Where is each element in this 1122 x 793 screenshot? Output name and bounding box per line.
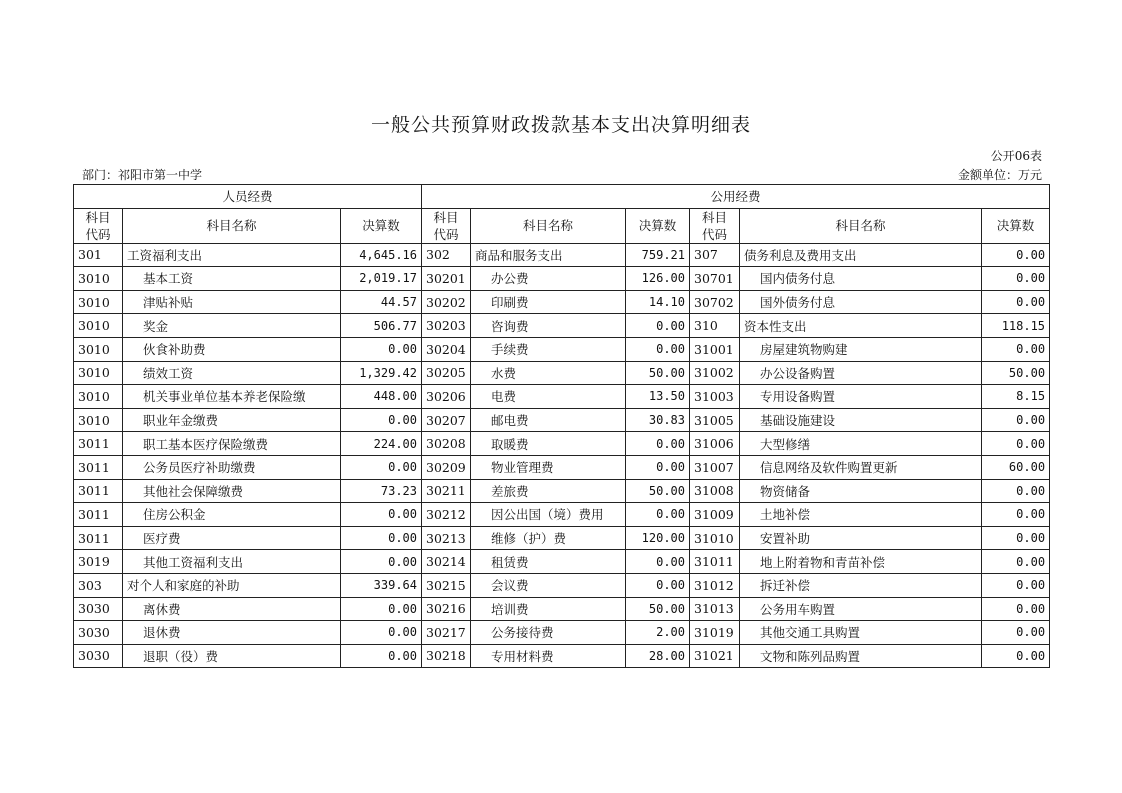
table-row bbox=[74, 526, 1050, 550]
name-cell: 奖金 bbox=[123, 314, 341, 338]
code-cell: 31003 bbox=[690, 385, 740, 409]
amount-cell: 224.00 bbox=[341, 432, 422, 456]
name-cell: 退职（役）费 bbox=[123, 644, 341, 668]
name-header: 科目名称 bbox=[471, 208, 626, 243]
code-cell: 30201 bbox=[422, 267, 471, 291]
code-cell: 31008 bbox=[690, 479, 740, 503]
amount-cell: 0.00 bbox=[341, 526, 422, 550]
table-row bbox=[74, 290, 1050, 314]
amount-cell: 2.00 bbox=[626, 621, 690, 645]
amount-cell: 4,645.16 bbox=[341, 243, 422, 267]
code-cell: 30702 bbox=[690, 290, 740, 314]
code-cell: 3019 bbox=[74, 550, 123, 574]
name-cell: 手续费 bbox=[471, 337, 626, 361]
amount-cell: 0.00 bbox=[982, 290, 1050, 314]
name-cell: 信息网络及软件购置更新 bbox=[740, 455, 982, 479]
amount-cell: 126.00 bbox=[626, 267, 690, 291]
name-cell: 物资储备 bbox=[740, 479, 982, 503]
code-cell: 31012 bbox=[690, 573, 740, 597]
name-cell: 职工基本医疗保险缴费 bbox=[123, 432, 341, 456]
name-cell: 地上附着物和青苗补偿 bbox=[740, 550, 982, 574]
code-header: 科目 代码 bbox=[690, 208, 740, 243]
code-cell: 3010 bbox=[74, 408, 123, 432]
amount-cell: 30.83 bbox=[626, 408, 690, 432]
code-cell: 30701 bbox=[690, 267, 740, 291]
code-cell: 31009 bbox=[690, 503, 740, 527]
name-cell: 医疗费 bbox=[123, 526, 341, 550]
code-cell: 310 bbox=[690, 314, 740, 338]
name-cell: 伙食补助费 bbox=[123, 337, 341, 361]
code-cell: 31002 bbox=[690, 361, 740, 385]
amount-cell: 50.00 bbox=[626, 479, 690, 503]
code-header: 科目 代码 bbox=[74, 208, 123, 243]
public-header: 公用经费 bbox=[422, 185, 1050, 209]
page-title: 一般公共预算财政拨款基本支出决算明细表 bbox=[370, 114, 751, 136]
name-cell: 大型修缮 bbox=[740, 432, 982, 456]
amount-cell: 118.15 bbox=[982, 314, 1050, 338]
name-cell: 其他工资福利支出 bbox=[123, 550, 341, 574]
code-cell: 30202 bbox=[422, 290, 471, 314]
department-label: 部门：祁阳市第一中学 bbox=[82, 168, 203, 182]
amount-cell: 0.00 bbox=[341, 621, 422, 645]
code-cell: 31010 bbox=[690, 526, 740, 550]
code-cell: 31006 bbox=[690, 432, 740, 456]
name-cell: 差旅费 bbox=[471, 479, 626, 503]
table-row bbox=[74, 267, 1050, 291]
name-cell: 取暖费 bbox=[471, 432, 626, 456]
name-cell: 维修（护）费 bbox=[471, 526, 626, 550]
name-cell: 办公设备购置 bbox=[740, 361, 982, 385]
amount-cell: 0.00 bbox=[982, 550, 1050, 574]
code-cell: 30207 bbox=[422, 408, 471, 432]
name-cell: 离休费 bbox=[123, 597, 341, 621]
code-cell: 30213 bbox=[422, 526, 471, 550]
name-cell: 土地补偿 bbox=[740, 503, 982, 527]
amount-cell: 14.10 bbox=[626, 290, 690, 314]
code-cell: 31001 bbox=[690, 337, 740, 361]
code-cell: 30211 bbox=[422, 479, 471, 503]
amount-cell: 0.00 bbox=[982, 337, 1050, 361]
code-cell: 3010 bbox=[74, 267, 123, 291]
name-cell: 其他交通工具购置 bbox=[740, 621, 982, 645]
code-cell: 3011 bbox=[74, 503, 123, 527]
amount-cell: 50.00 bbox=[626, 361, 690, 385]
amount-cell: 0.00 bbox=[982, 573, 1050, 597]
code-cell: 302 bbox=[422, 243, 471, 267]
name-cell: 职业年金缴费 bbox=[123, 408, 341, 432]
name-cell: 印刷费 bbox=[471, 290, 626, 314]
name-cell: 电费 bbox=[471, 385, 626, 409]
table-row bbox=[74, 361, 1050, 385]
code-cell: 30217 bbox=[422, 621, 471, 645]
amount-cell: 50.00 bbox=[982, 361, 1050, 385]
amount-cell: 339.64 bbox=[341, 573, 422, 597]
amount-cell: 0.00 bbox=[341, 455, 422, 479]
code-cell: 30209 bbox=[422, 455, 471, 479]
code-cell: 30206 bbox=[422, 385, 471, 409]
amount-cell: 759.21 bbox=[626, 243, 690, 267]
column-header-row bbox=[74, 208, 1050, 243]
table-row bbox=[74, 455, 1050, 479]
code-cell: 3011 bbox=[74, 479, 123, 503]
amount-cell: 0.00 bbox=[982, 243, 1050, 267]
name-cell: 公务接待费 bbox=[471, 621, 626, 645]
name-cell: 国内债务付息 bbox=[740, 267, 982, 291]
code-cell: 31011 bbox=[690, 550, 740, 574]
code-cell: 31005 bbox=[690, 408, 740, 432]
name-cell: 文物和陈列品购置 bbox=[740, 644, 982, 668]
name-cell: 机关事业单位基本养老保险缴 bbox=[123, 385, 341, 409]
name-cell: 基本工资 bbox=[123, 267, 341, 291]
name-cell: 咨询费 bbox=[471, 314, 626, 338]
group-header-row bbox=[74, 185, 1050, 209]
amount-cell: 0.00 bbox=[626, 432, 690, 456]
amount-cell: 0.00 bbox=[626, 550, 690, 574]
code-cell: 3010 bbox=[74, 385, 123, 409]
code-cell: 3011 bbox=[74, 526, 123, 550]
amount-cell: 0.00 bbox=[626, 455, 690, 479]
amount-cell: 8.15 bbox=[982, 385, 1050, 409]
code-cell: 3010 bbox=[74, 337, 123, 361]
code-cell: 3010 bbox=[74, 290, 123, 314]
name-cell: 专用材料费 bbox=[471, 644, 626, 668]
amount-cell: 448.00 bbox=[341, 385, 422, 409]
name-cell: 退休费 bbox=[123, 621, 341, 645]
table-row bbox=[74, 243, 1050, 267]
name-cell: 资本性支出 bbox=[740, 314, 982, 338]
code-cell: 31019 bbox=[690, 621, 740, 645]
amount-cell: 120.00 bbox=[626, 526, 690, 550]
name-cell: 专用设备购置 bbox=[740, 385, 982, 409]
amount-cell: 506.77 bbox=[341, 314, 422, 338]
amount-cell: 0.00 bbox=[341, 550, 422, 574]
table-row bbox=[74, 408, 1050, 432]
code-cell: 31007 bbox=[690, 455, 740, 479]
name-cell: 住房公积金 bbox=[123, 503, 341, 527]
amount-cell: 0.00 bbox=[626, 337, 690, 361]
amount-cell: 13.50 bbox=[626, 385, 690, 409]
table-row bbox=[74, 503, 1050, 527]
code-cell: 30208 bbox=[422, 432, 471, 456]
expenditure-table bbox=[73, 184, 1050, 668]
amount-header: 决算数 bbox=[626, 208, 690, 243]
amount-cell: 73.23 bbox=[341, 479, 422, 503]
code-cell: 301 bbox=[74, 243, 123, 267]
code-cell: 3030 bbox=[74, 644, 123, 668]
code-cell: 30203 bbox=[422, 314, 471, 338]
amount-cell: 0.00 bbox=[626, 573, 690, 597]
code-header: 科目 代码 bbox=[422, 208, 471, 243]
name-cell: 拆迁补偿 bbox=[740, 573, 982, 597]
name-cell: 工资福利支出 bbox=[123, 243, 341, 267]
amount-header: 决算数 bbox=[982, 208, 1050, 243]
table-row bbox=[74, 432, 1050, 456]
amount-cell: 0.00 bbox=[982, 408, 1050, 432]
name-cell: 国外债务付息 bbox=[740, 290, 982, 314]
name-cell: 水费 bbox=[471, 361, 626, 385]
name-cell: 因公出国（境）费用 bbox=[471, 503, 626, 527]
amount-cell: 50.00 bbox=[626, 597, 690, 621]
name-cell: 绩效工资 bbox=[123, 361, 341, 385]
name-cell: 安置补助 bbox=[740, 526, 982, 550]
name-cell: 对个人和家庭的补助 bbox=[123, 573, 341, 597]
code-cell: 30214 bbox=[422, 550, 471, 574]
name-cell: 商品和服务支出 bbox=[471, 243, 626, 267]
code-cell: 30216 bbox=[422, 597, 471, 621]
amount-cell: 2,019.17 bbox=[341, 267, 422, 291]
name-cell: 津贴补贴 bbox=[123, 290, 341, 314]
amount-cell: 0.00 bbox=[341, 644, 422, 668]
table-row bbox=[74, 644, 1050, 668]
code-cell: 3010 bbox=[74, 361, 123, 385]
amount-cell: 0.00 bbox=[982, 503, 1050, 527]
amount-cell: 0.00 bbox=[982, 267, 1050, 291]
name-cell: 物业管理费 bbox=[471, 455, 626, 479]
table-row bbox=[74, 385, 1050, 409]
name-cell: 会议费 bbox=[471, 573, 626, 597]
code-cell: 30205 bbox=[422, 361, 471, 385]
name-cell: 培训费 bbox=[471, 597, 626, 621]
code-cell: 30204 bbox=[422, 337, 471, 361]
amount-cell: 60.00 bbox=[982, 455, 1050, 479]
amount-cell: 0.00 bbox=[341, 503, 422, 527]
code-cell: 30218 bbox=[422, 644, 471, 668]
name-cell: 基础设施建设 bbox=[740, 408, 982, 432]
code-cell: 307 bbox=[690, 243, 740, 267]
amount-cell: 0.00 bbox=[982, 597, 1050, 621]
code-cell: 31013 bbox=[690, 597, 740, 621]
amount-cell: 0.00 bbox=[982, 644, 1050, 668]
amount-cell: 0.00 bbox=[982, 526, 1050, 550]
table-row bbox=[74, 573, 1050, 597]
amount-cell: 0.00 bbox=[626, 314, 690, 338]
code-cell: 3010 bbox=[74, 314, 123, 338]
name-header: 科目名称 bbox=[740, 208, 982, 243]
document-number: 公开06表 bbox=[990, 149, 1042, 163]
table-row bbox=[74, 314, 1050, 338]
amount-cell: 0.00 bbox=[982, 621, 1050, 645]
code-cell: 3030 bbox=[74, 621, 123, 645]
code-cell: 3030 bbox=[74, 597, 123, 621]
name-cell: 债务利息及费用支出 bbox=[740, 243, 982, 267]
personnel-header: 人员经费 bbox=[74, 185, 422, 209]
name-cell: 房屋建筑物购建 bbox=[740, 337, 982, 361]
name-cell: 公务用车购置 bbox=[740, 597, 982, 621]
amount-cell: 28.00 bbox=[626, 644, 690, 668]
code-cell: 31021 bbox=[690, 644, 740, 668]
amount-cell: 0.00 bbox=[341, 337, 422, 361]
name-header: 科目名称 bbox=[123, 208, 341, 243]
amount-cell: 0.00 bbox=[982, 479, 1050, 503]
name-cell: 租赁费 bbox=[471, 550, 626, 574]
unit-label: 金额单位：万元 bbox=[957, 168, 1042, 182]
code-cell: 30212 bbox=[422, 503, 471, 527]
table-row bbox=[74, 621, 1050, 645]
name-cell: 邮电费 bbox=[471, 408, 626, 432]
table-row bbox=[74, 550, 1050, 574]
amount-cell: 0.00 bbox=[341, 408, 422, 432]
amount-cell: 0.00 bbox=[626, 503, 690, 527]
name-cell: 公务员医疗补助缴费 bbox=[123, 455, 341, 479]
table-row bbox=[74, 597, 1050, 621]
table-row bbox=[74, 337, 1050, 361]
amount-cell: 44.57 bbox=[341, 290, 422, 314]
code-cell: 303 bbox=[74, 573, 123, 597]
table-row bbox=[74, 479, 1050, 503]
code-cell: 3011 bbox=[74, 432, 123, 456]
amount-cell: 0.00 bbox=[341, 597, 422, 621]
name-cell: 其他社会保障缴费 bbox=[123, 479, 341, 503]
amount-cell: 0.00 bbox=[982, 432, 1050, 456]
amount-header: 决算数 bbox=[341, 208, 422, 243]
name-cell: 办公费 bbox=[471, 267, 626, 291]
amount-cell: 1,329.42 bbox=[341, 361, 422, 385]
code-cell: 30215 bbox=[422, 573, 471, 597]
code-cell: 3011 bbox=[74, 455, 123, 479]
